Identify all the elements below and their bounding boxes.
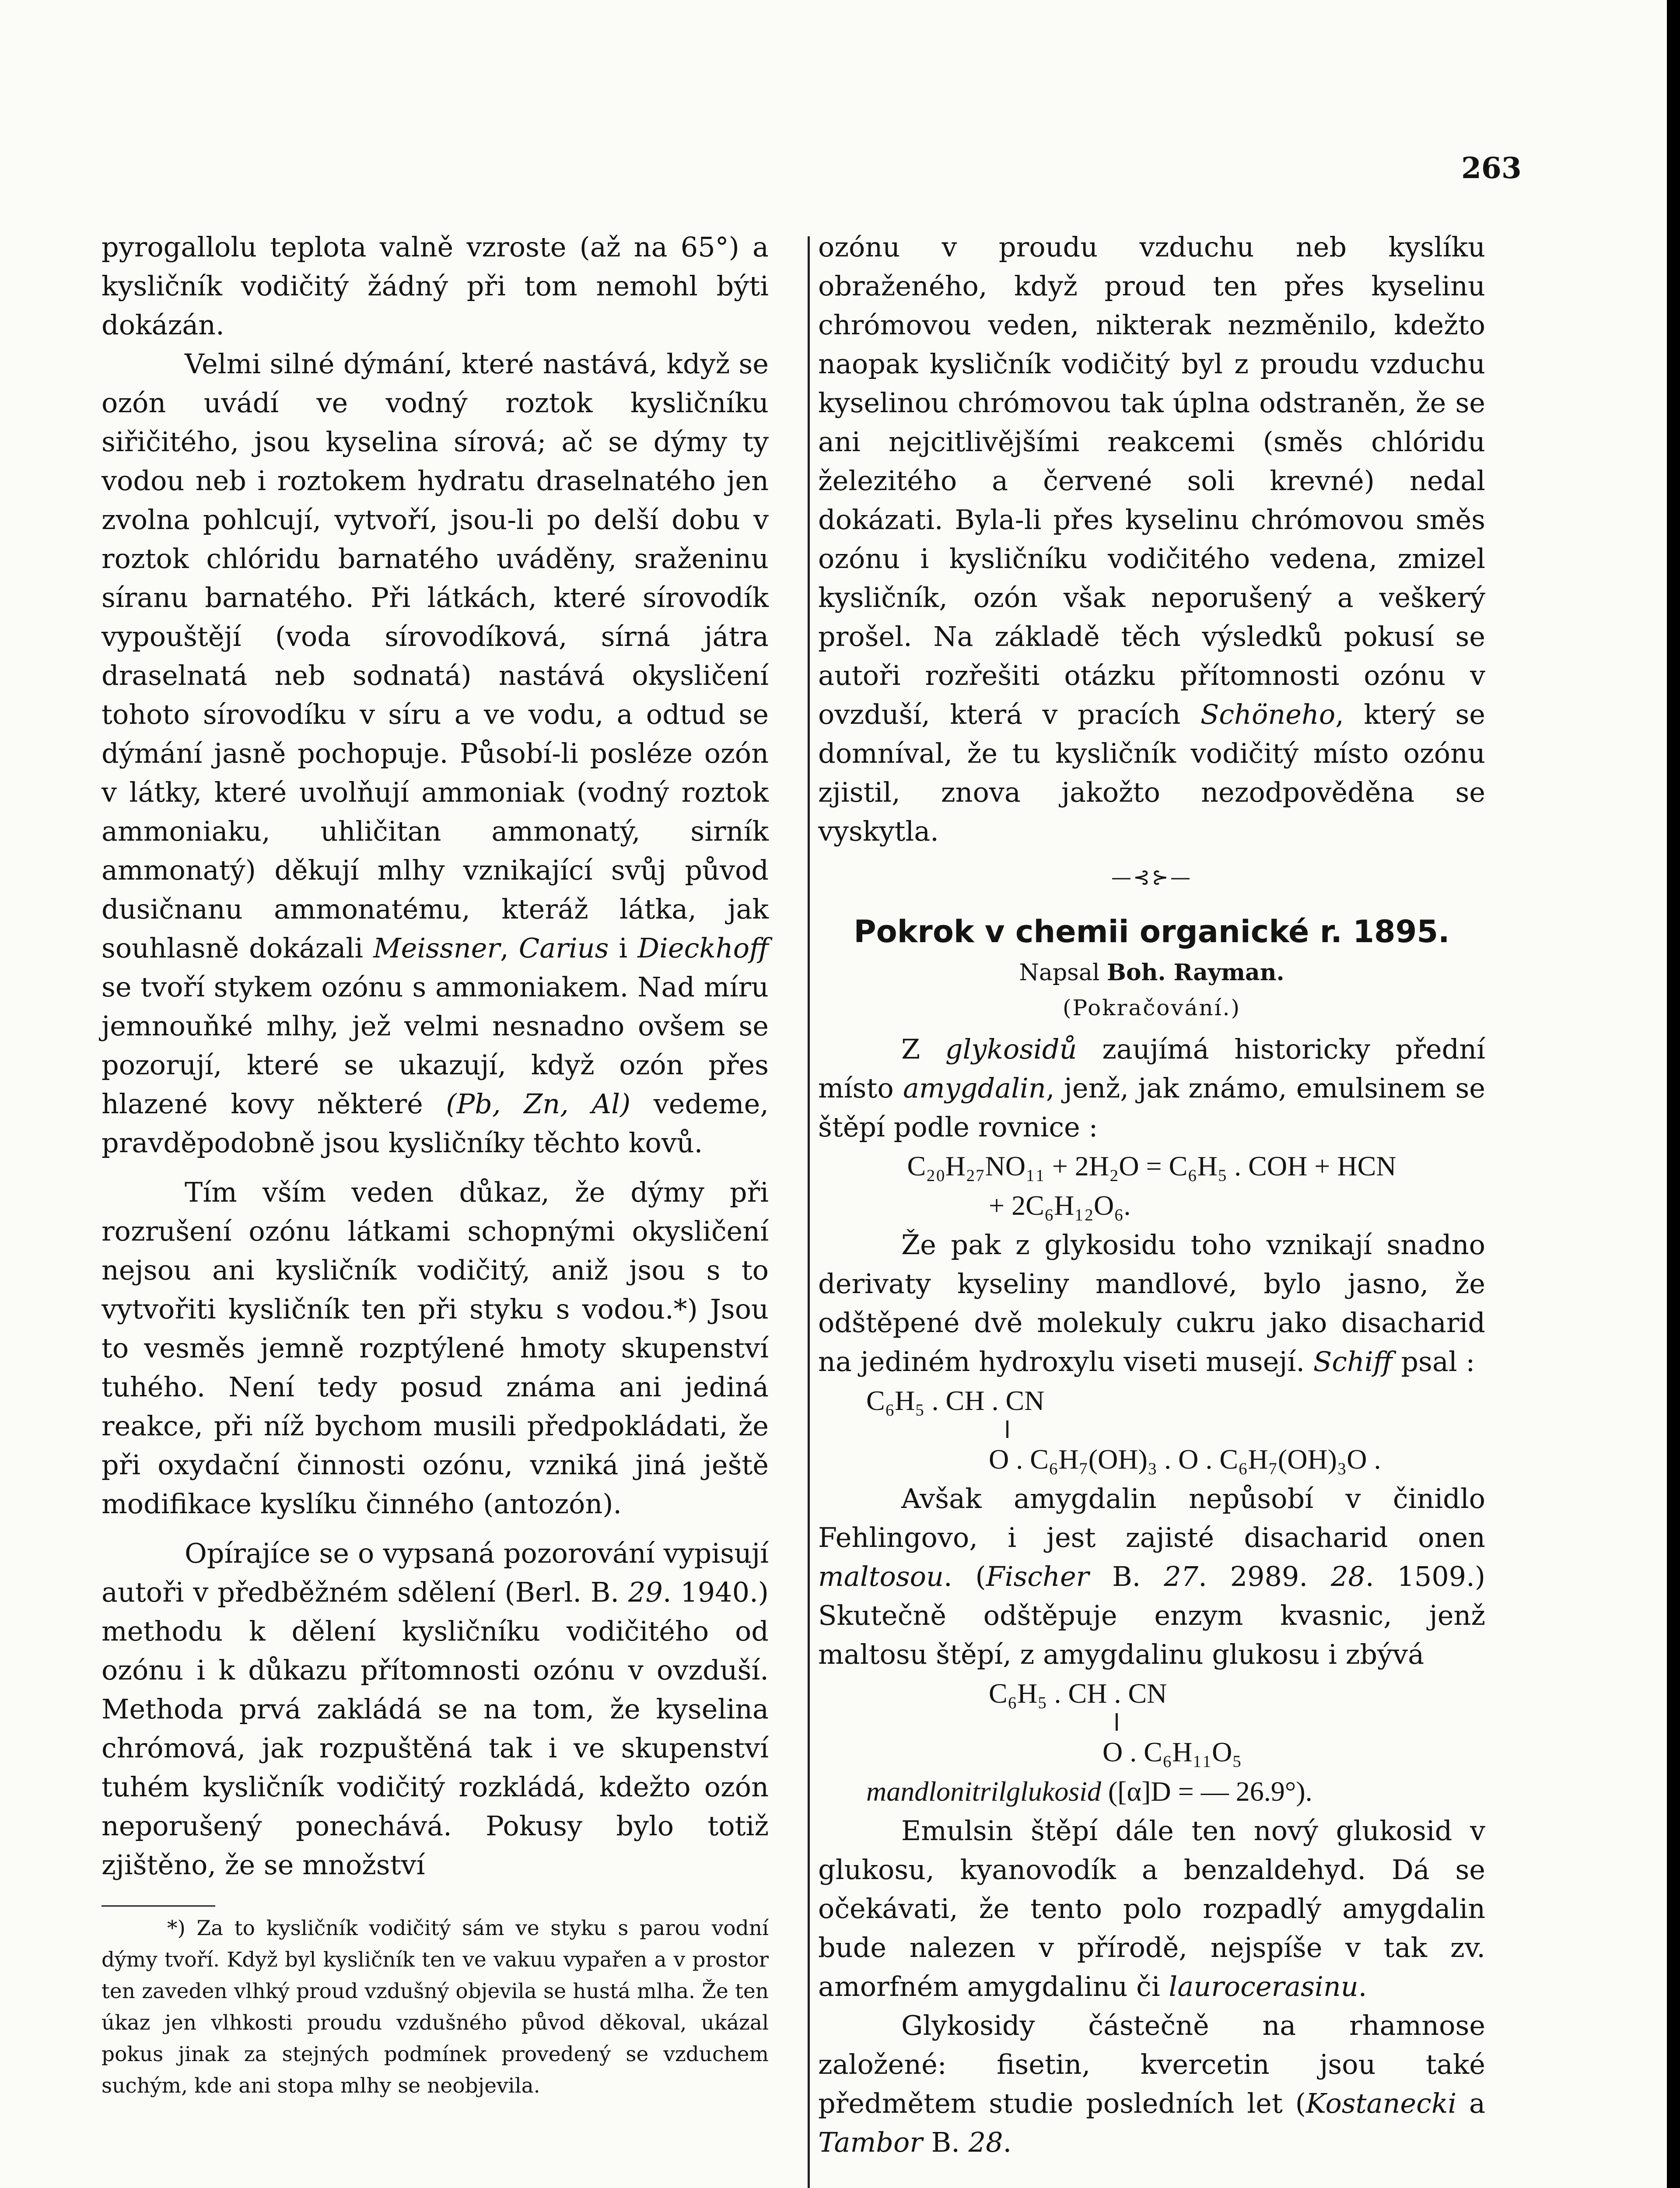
- continued-note: (Pokračování.): [1063, 995, 1241, 1020]
- structural-formula: O . C₆H₇(OH)₃ . O . C₆H₇(OH)₃O .: [989, 1444, 1381, 1475]
- paragraph: Velmi silné dýmání, které nastává, když se ozón uvádí ve vodný roztok kysličníku siřičitého, jsou kyselina sírová; ač se dýmy ty vodou neb i roztokem hydratu draselnatého jen zvolna pohlcují, vytvoří, jsou-li po delší dobu v roztok chlóridu barnatého uváděny, sraženinu síranu barnatého. Při látkách, které sírovodík vypouštějí (voda sírovodíková, sírná játra draselnatá neb sodnatá) nastává okysličení tohoto sírovodíku v síru a ve vodu, a odtud se dýmání jasně pochopuje. Působí-li posléze ozón v látky, které uvolňují ammoniak (vodný roztok ammoniaku, uhličitan ammonatý, sirník ammonatý) děkují mlhy vznikající svůj původ dusičnanu ammonatému, kteráž látka, jak souhlasně dokázali Meissner, Carius i Dieckhoff se tvoří stykem ozónu s ammoniakem. Nad míru jemnouňké mlhy, jež velmi nesnadno ovšem se pozorují, které se ukazují, když ozón přes hlazené kovy některé (Pb, Zn, Al) vedeme, pravděpodobně jsou kysličníky těchto kovů.: [102, 348, 769, 1159]
- author-name: Fischer: [986, 1560, 1089, 1592]
- author-name: Schöneho: [1200, 698, 1336, 730]
- ornament-divider: —⊰⊱—: [1111, 865, 1193, 889]
- author-name: Schiff: [1313, 1346, 1393, 1378]
- author-name: Dieckhoff: [637, 932, 769, 964]
- scan-edge: [1667, 0, 1680, 2188]
- paragraph: Tím vším veden důkaz, že dýmy při rozrušení ozónu látkami schopnými okysličení nejsou ani kysličník vodičitý, aniž jsou s to vytvořiti kysličník ten při styku s vodou.*) Jsou to vesměs jemně rozptýlené hmoty skupenství tuhého. Není tedy posud známa ani jediná reakce, při níž bychom musili předpokládati, že při oxydační činnosti ozónu, vzniká jiná ještě modifikace kyslíku činného (antozón).: [102, 1176, 769, 1520]
- compound-name: mandlonitrilglukosid ([α]D = — 26.9°).: [866, 1776, 1312, 1807]
- column-divider: [808, 236, 810, 2188]
- left-column: [102, 228, 769, 2102]
- bond-line: [818, 1713, 1485, 1732]
- author-name: Boh. Rayman.: [1107, 959, 1284, 986]
- equation: C₂₀H₂₇NO₁₁ + 2H₂O = C₆H₅ . COH + HCN: [907, 1150, 1396, 1182]
- paragraph: ozónu v proudu vzduchu neb kyslíku obraženého, když proud ten přes kyselinu chrómovou veden, nikterak nezměnilo, kdežto naopak kysličník vodičitý byl z proudu vzduchu kyselinou chrómovou tak úplna odstraněn, že se ani nejcitlivějšími reakcemi (směs chlóridu železitého a červené soli krevné) nedal dokázati. Byla-li přes kyselinu chrómovou směs ozónu i kysličníku vodičitého vedena, zmizel kysličník, ozón však neporušený a veškerý prošel. Na základě těch výsledků pokusí se autoři rozřešiti otázku přítomnosti ozónu v ovzduší, která v pracích Schöneho, který se domníval, že tu kysličník vodičitý místo ozónu zjistil, znova jakožto nezodpověděna se vyskytla.: [818, 231, 1485, 847]
- section-title: Pokrok v chemii organické r. 1895.: [854, 914, 1450, 950]
- paragraph: Opírajíce se o vypsaná pozorování vypisují autoři v předběžném sdělení (Berl. B. 29. 1940.) methodu k dělení kysličníku vodičitého od ozónu i k důkazu přítomnosti ozónu v ovzduší. Methoda prvá zakládá se na tom, že kyselina chrómová, jak rozpuštěná tak i ve skupenství tuhém kysličník vodičitý rozkládá, kdežto ozón neporušený ponechává. Pokusy bylo totiž zjištěno, že se množství: [102, 1537, 769, 1881]
- paragraph: Emulsin štěpí dále ten nový glukosid v glukosu, kyanovodík a benzaldehyd. Dá se očekávati, že tento polo rozpadlý amygdalin bude nalezen v přírodě, nejspíše v tak zv. amorfném amygdalinu či laurocerasinu.: [818, 1815, 1485, 2002]
- page-number: 263: [1461, 151, 1522, 185]
- right-column: [818, 228, 1485, 2162]
- author-name: Kostanecki: [1306, 2087, 1457, 2119]
- volume-number: 29: [628, 1576, 663, 1608]
- author-name: Carius: [518, 932, 609, 964]
- footnote-rule: [102, 1905, 215, 1907]
- author-name: Meissner: [373, 932, 500, 964]
- equation: + 2C₆H₁₂O₆.: [989, 1190, 1131, 1221]
- paragraph: Z glykosidů zaujímá historicky přední místo amygdalin, jenž, jak známo, emulsinem se štěpí podle rovnice :: [818, 1033, 1486, 1143]
- metals: (Pb, Zn, Al): [446, 1088, 631, 1120]
- structural-formula: O . C₆H₁₁O₅: [1102, 1736, 1242, 1767]
- paragraph: Avšak amygdalin nepůsobí v činidlo Fehlingovo, i jest zajisté disacharid onen maltosou. (Fischer B. 27. 2989. 28. 1509.) Skutečně odštěpuje enzym kvasnic, jenž maltosu štěpí, z amygdalinu glukosu i zbývá: [818, 1483, 1486, 1670]
- paragraph: Že pak z glykosidu toho vznikají snadno derivaty kyseliny mandlové, bylo jasno, že odštěpené dvě molekuly cukru jako disacharid na jediném hydroxylu viseti musejí. Schiff psal :: [818, 1229, 1485, 1378]
- structural-formula: C₆H₅ . CH . CN: [866, 1385, 1045, 1416]
- bond-line: [818, 1420, 1485, 1440]
- byline: Napsal Boh. Rayman.: [1019, 959, 1284, 986]
- paragraph: pyrogallolu teplota valně vzroste (až na 65°) a kysličník vodičitý žádný při tom nemohl býti dokázán.: [102, 231, 769, 341]
- structural-formula: C₆H₅ . CH . CN: [989, 1678, 1167, 1709]
- author-name: Tambor: [818, 2126, 923, 2158]
- paragraph: Glykosidy částečně na rhamnose založené: fisetin, kvercetin jsou také předmětem studie posledních let (Kostanecki a Tambor B. 28.: [818, 2009, 1485, 2158]
- footnote: *) Za to kysličník vodičitý sám ve styku s parou vodní dýmy tvoří. Když byl kysličník ten ve vakuu vypařen a v prostor ten zaveden vlhký proud vzdušný objevila se hustá mlha. Že ten úkaz jen vlhkosti proudu vzdušného původ děkoval, ukázal pokus jinak za stejných podmínek provedený se vzduchem suchým, kde ani stopa mlhy se neobjevila.: [102, 1916, 769, 2098]
